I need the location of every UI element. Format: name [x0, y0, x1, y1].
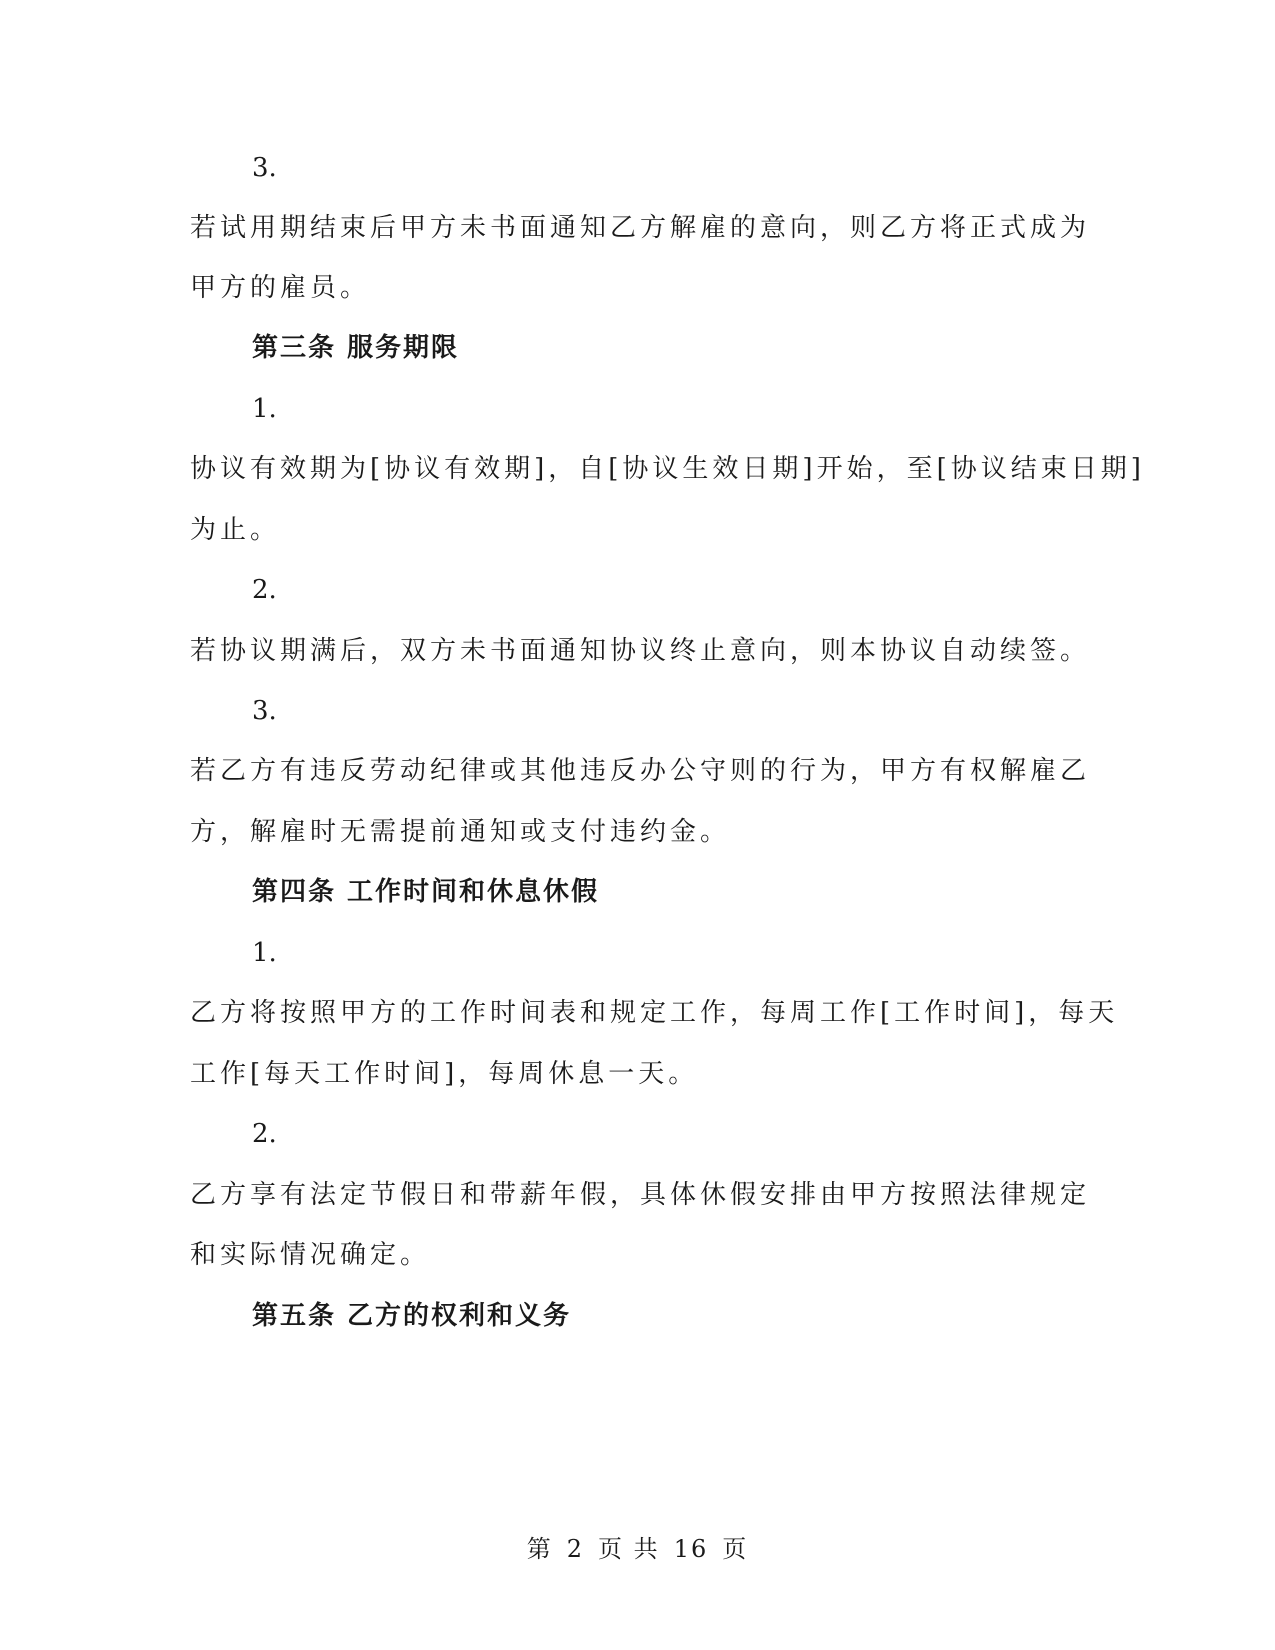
page-footer	[0, 1534, 1275, 1564]
footer-prefix: 第	[526, 1535, 553, 1563]
total-pages: 16	[673, 1535, 709, 1563]
paragraph-line: 方，解雇时无需提前通知或支付违约金。	[190, 817, 731, 847]
paragraph-line: 若试用期结束后甲方未书面通知乙方解雇的意向，则乙方将正式成为	[190, 213, 1091, 243]
footer-suffix: 页	[722, 1535, 749, 1563]
paragraph-line: 若乙方有违反劳动纪律或其他违反办公守则的行为，甲方有权解雇乙	[190, 756, 1091, 786]
page-number: 2	[566, 1535, 585, 1563]
list-number: 2.	[252, 1119, 277, 1149]
list-number: 3.	[252, 696, 277, 726]
paragraph-line: 和实际情况确定。	[190, 1240, 431, 1270]
paragraph-line: 工作[每天工作时间]，每周休息一天。	[190, 1059, 699, 1089]
list-number: 3.	[252, 153, 277, 183]
paragraph-line: 为止。	[190, 515, 281, 545]
footer-middle: 页 共	[598, 1535, 660, 1563]
section-heading: 第五条 乙方的权利和义务	[252, 1301, 572, 1331]
list-number: 1.	[252, 394, 277, 424]
section-heading: 第四条 工作时间和休息休假	[252, 877, 600, 907]
list-number: 1.	[252, 938, 277, 968]
paragraph-line: 协议有效期为[协议有效期]，自[协议生效日期]开始，至[协议结束日期]	[190, 454, 1145, 484]
list-number: 2.	[252, 575, 277, 605]
paragraph-line: 若协议期满后，双方未书面通知协议终止意向，则本协议自动续签。	[190, 636, 1091, 666]
paragraph-line: 乙方享有法定节假日和带薪年假，具体休假安排由甲方按照法律规定	[190, 1180, 1091, 1210]
paragraph-line: 乙方将按照甲方的工作时间表和规定工作，每周工作[工作时间]，每天	[190, 998, 1119, 1028]
section-heading: 第三条 服务期限	[252, 333, 460, 363]
paragraph-line: 甲方的雇员。	[190, 273, 371, 303]
